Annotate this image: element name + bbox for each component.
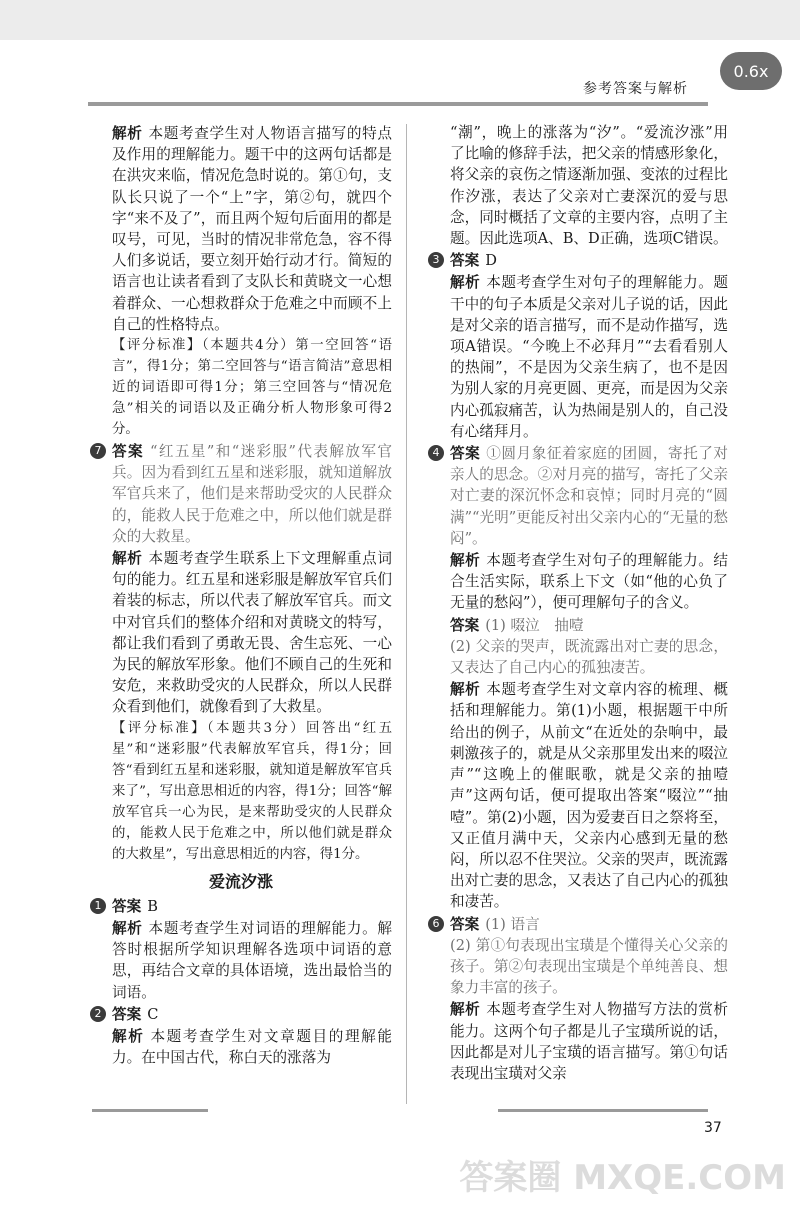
question-7 [90,441,392,547]
question-number-2: 2 [90,1006,106,1022]
viewer-top-bar [0,0,800,40]
right-column [428,122,728,1084]
question-1 [90,896,392,917]
answer-text: (1) 啜泣 抽噎 [485,616,584,634]
page-number: 37 [704,1120,722,1136]
question-number-3: 3 [428,252,444,268]
analysis-3 [428,272,728,442]
answer-text-part-2: (2) 父亲的哭声，既流露出对亡妻的思念，又表达了自己内心的孤独凄苦。 [450,637,728,677]
answer-label: 答案 [450,252,480,270]
answer-text: “红五星”和“迷彩服”代表解放军官兵。因为看到红五星和迷彩服，就知道解放军官兵来了，他们是来帮助受灾的人民群众的，能救人民于危难之中，所以他们就是群众的大救星。 [112,443,392,545]
question-number-7: 7 [90,443,106,459]
analysis-4 [428,550,728,614]
analysis-text: 本题考查学生对文章题目的理解能力。在中国古代，称白天的涨落为 [112,1028,392,1067]
question-4 [428,443,728,549]
header-rule [88,102,708,106]
question-number-4: 4 [428,445,444,461]
answer-label: 答案 [112,443,144,461]
answer-label: 答案 [450,915,480,933]
answer-text: (1) 语言 [485,915,540,933]
question-number-1: 1 [90,898,106,914]
analysis-label: 解析 [450,552,481,570]
question-2 [90,1004,392,1025]
answer-text-part-2: (2) 第①句表现出宝璜是个懂得关心父亲的孩子。第②句表现出宝璜是个单纯善良、想象力丰富的孩子。 [450,936,728,997]
scoring-standard-6: 【评分标准】（本题共4分）第一空回答“语言”，得1分；第二空回答与“语言简洁”意思相近的词语即可得1分；第三空回答与“情况危急”相关的词语以及正确分析人物形象可得2分。 [112,338,392,438]
analysis-text: 本题考查学生联系上下文理解重点词句的能力。红五星和迷彩服是解放军官兵们着装的标志，所以代表了解放军官兵。而文中对官兵们的整体介绍和对黄晓文的特写，都让我们看到了勇敢无畏、舍生忘死、一心为民的解放军形象。他们不顾自己的生死和安危，来救助受灾的人民群众，所以人民群众看到他们，就像看到了大救星。 [112,550,392,716]
left-column [90,122,392,1069]
question-3 [428,250,728,271]
analysis-6 [428,999,728,1084]
question-5 [428,615,728,636]
answer-label: 答案 [450,445,481,463]
analysis-label: 解析 [450,274,481,292]
analysis-label: 解析 [450,1001,481,1019]
analysis-text: 本题考查学生对句子的理解能力。题干中的句子本质是父亲对儿子说的话，因此是对父亲的语言描写，而不是动作描写，选项A错误。“今晚上不必拜月”“去看看别人的热闹”，不是因为父亲生病了，也不是因为别人家的月亮更圆、更亮，而是因为父亲内心孤寂痛苦，认为热闹是别人的，自己没有心绪拜月。 [450,274,728,440]
analysis-text: 本题考查学生对句子的理解能力。结合生活实际，联系上下文（如“他的心负了无量的愁闷”），便可理解句子的含义。 [450,552,728,612]
analysis-2-continued: “潮”，晚上的涨落为“汐”。“爱流汐涨”用了比喻的修辞手法，把父亲的情感形象化，将父亲的哀伤之情逐渐加强、变浓的过程比作汐涨，表达了父亲对亡妻深沉的爱与思念，同时概括了文章的主要内容，点明了主题。因此选项A、B、D正确，选项C错误。 [450,124,728,248]
column-divider [406,124,407,1104]
analysis-block-6 [90,123,392,335]
footer-rule-left [92,1109,208,1112]
analysis-7 [90,548,392,718]
analysis-label: 解析 [112,920,143,938]
analysis-label: 解析 [112,1028,145,1046]
section-title: 爱流汐涨 [208,871,273,891]
analysis-text: 本题考查学生对人物语言描写的特点及作用的理解能力。题干中的这两句话都是在洪灾来临，情况危急时说的。第①句，支队长只说了一个“上”字，第②句，就四个字“来不及了”，而且两个短句后面用的都是叹号，可见，当时的情况非常危急，容不得人们多说话，要立刻开始行动才行。简短的语言也让读者看到了支队长和黄晓文一心想着群众、一心想救群众于危难之中而顾不上自己的性格特点。 [112,125,392,333]
analysis-text: 本题考查学生对词语的理解能力。解答时根据所学知识理解各选项中词语的意思，再结合文章的具体语境，选出最恰当的词语。 [112,920,392,1001]
analysis-label: 解析 [450,681,481,699]
answer-text: C [147,1005,159,1023]
footer-rule-right [498,1109,708,1112]
running-header: 参考答案与解析 [583,81,688,97]
site-watermark: 答案圈 MXQE.COM [459,1158,786,1198]
answer-label: 答案 [112,897,142,915]
analysis-text: 本题考查学生对人物描写方法的赏析能力。这两个句子都是儿子宝璜所说的话，因此都是对儿子宝璜的语言描写。第①句话表现出宝璜对父亲 [450,1001,728,1082]
question-number-6: 6 [428,916,444,932]
answer-text: B [147,897,158,915]
scoring-standard-7: 【评分标准】（本题共3分）回答出“红五星”和“迷彩服”代表解放军官兵，得1分；回答“看到红五星和迷彩服，就知道是解放军官兵来了”，写出意思相近的内容，得1分；回答“解放军官兵一心为民，是来帮助受灾的人民群众的，能救人民于危难之中，所以他们就是群众的大救星”，写出意思相近的内容，得1分。 [112,720,392,862]
answer-label: 答案 [450,616,480,634]
analysis-label: 解析 [112,125,143,142]
analysis-5 [428,679,728,912]
answer-text: ①圆月象征着家庭的团圆，寄托了对亲人的思念。②对月亮的描写，寄托了父亲对亡妻的深沉怀念和哀悼；同时月亮的“圆满”“光明”更能反衬出父亲内心的“无量的愁闷”。 [450,445,728,547]
answer-label: 答案 [112,1005,142,1023]
analysis-2 [90,1026,392,1068]
analysis-label: 解析 [112,550,143,568]
answer-text: D [485,252,497,270]
question-6 [428,914,728,935]
zoom-level-badge[interactable]: 0.6x [720,52,782,90]
analysis-text: 本题考查学生对文章内容的梳理、概括和理解能力。第(1)小题，根据题干中所给出的例子，从前文“在近处的杂响中，最刺激孩子的，就是从父亲那里发出来的啜泣声”“这晚上的催眠歌，就是父亲的抽噎声”这两句话，便可提取出答案“啜泣”“抽噎”。第(2)小题，因为爱妻百日之祭将至，又正值月满中天，父亲内心感到无量的愁闷，所以忍不住哭泣。父亲的哭声，既流露出对亡妻的思念，又表达了自己内心的孤独和凄苦。 [450,681,728,911]
analysis-1 [90,918,392,1003]
